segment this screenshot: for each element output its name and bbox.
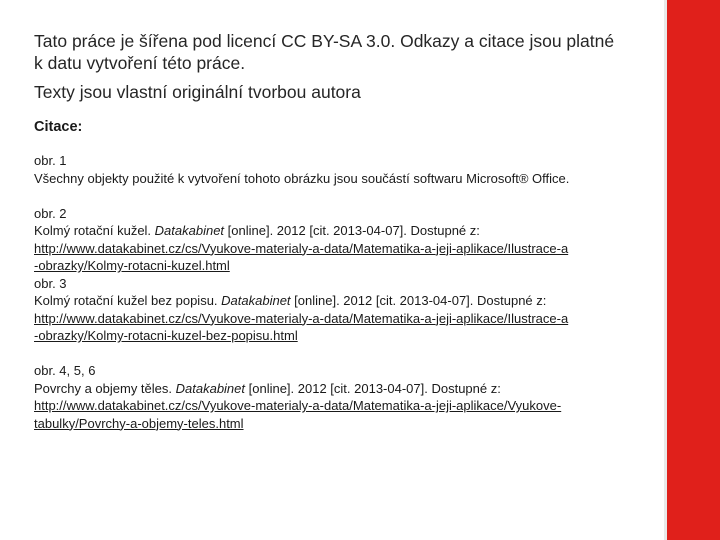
reference-url-line-2[interactable]: -obrazky/Kolmy-rotacni-kuzel.html [34,258,230,273]
license-line-1: Tato práce je šířena pod licencí CC BY-SA 3.0. Odkazy a citace jsou platné [34,31,615,51]
reference-text: Všechny objekty použité k vytvoření tohoto obrázku jsou součástí softwaru Microsoft® Office. [34,170,570,186]
accent-bar [667,0,720,540]
reference-citation [34,292,662,310]
reference-item [34,152,662,187]
license-notice [34,30,662,74]
reference-url-line-2[interactable]: -obrazky/Kolmy-rotacni-kuzel-bez-popisu.html [34,328,298,343]
reference-url-line-1[interactable]: http://www.datakabinet.cz/cs/Vyukove-materialy-a-data/Matematika-a-jeji-aplikace/Vyukove- [34,398,562,413]
reference-title: Kolmý rotační kužel bez popisu. [34,293,222,308]
reference-url-line-2[interactable]: tabulky/Povrchy-a-objemy-teles.html [34,415,244,431]
reference-title: Kolmý rotační kužel. [34,223,155,238]
reference-label: obr. 4, 5, 6 [34,363,96,378]
reference-item [34,275,662,345]
reference-title: Povrchy a objemy těles. [34,380,176,396]
citations-heading: Citace: [34,119,83,135]
reference-citation [34,380,662,398]
reference-source: Datakabinet [154,223,225,238]
reference-citation [34,222,662,240]
reference-details: [online]. 2012 [cit. 2013-04-07]. Dostupné z: [224,223,480,238]
reference-source: Datakabinet [221,293,291,308]
reference-url-line-1[interactable]: http://www.datakabinet.cz/cs/Vyukove-materialy-a-data/Matematika-a-jeji-aplikace/Ilustrace-a [34,240,569,256]
reference-details: [online]. 2012 [cit. 2013-04-07]. Dostupné z: [290,293,547,308]
reference-item [34,362,662,432]
reference-item [34,205,662,275]
license-line-2: k datu vytvoření této práce. [34,53,246,73]
reference-label: obr. 3 [34,275,67,291]
reference-list [34,152,662,432]
reference-label: obr. 1 [34,153,67,168]
reference-label: obr. 2 [34,205,67,221]
slide-content [34,30,662,432]
reference-source: Datakabinet [175,380,246,396]
reference-details: [online]. 2012 [cit. 2013-04-07]. Dostupné z: [245,380,501,396]
authorship-note: Texty jsou vlastní originální tvorbou autora [34,82,361,102]
reference-url-line-1[interactable]: http://www.datakabinet.cz/cs/Vyukove-materialy-a-data/Matematika-a-jeji-aplikace/Ilustrace-a [34,310,569,326]
